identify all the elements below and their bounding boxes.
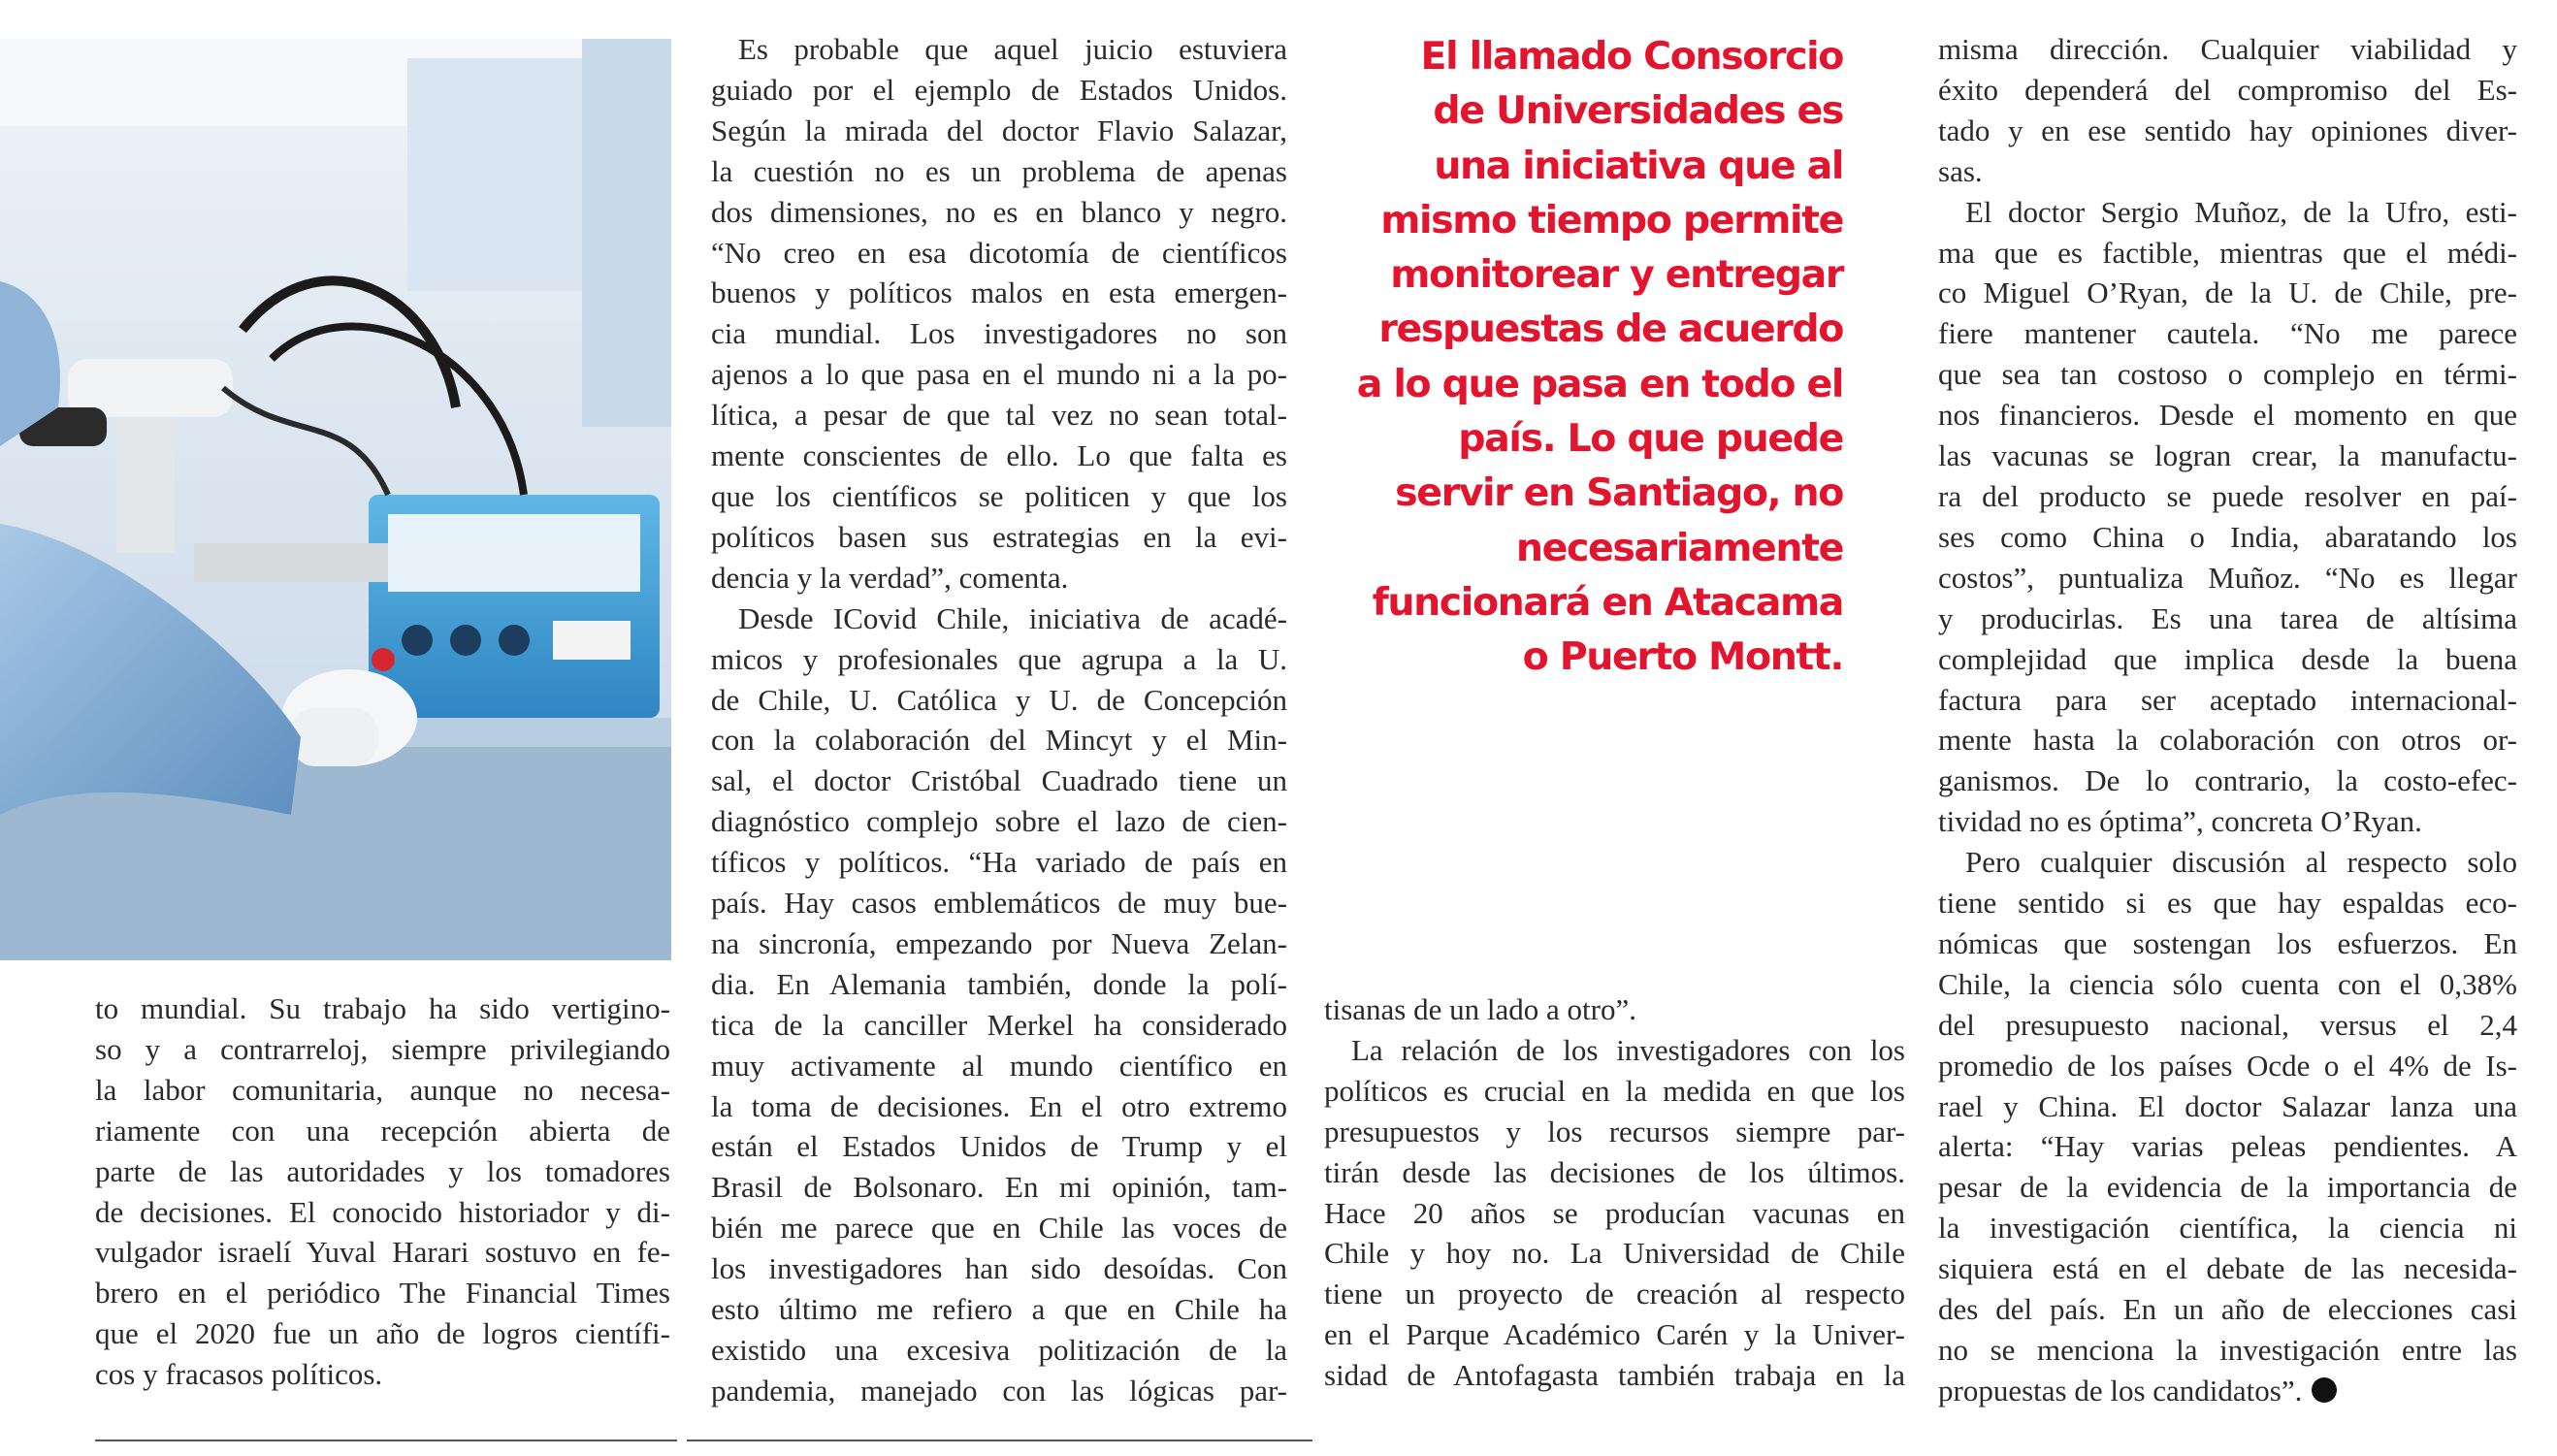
pull-quote-line: funcionará en Atacama [1372, 579, 1843, 625]
text-line: que el 2020 fue un año de logros científi- [95, 1316, 670, 1351]
text-line: vulgador israelí Yuval Harari sostuvo en fe- [95, 1235, 670, 1270]
text-line: to mundial. Su trabajo ha sido vertigino- [95, 991, 670, 1025]
text-line: la investigación científica, la ciencia ni [1938, 1211, 2517, 1246]
text-line: no se menciona la investigación entre las [1938, 1333, 2517, 1367]
text-line: buenos y políticos malos en esta emergen- [711, 275, 1287, 310]
lab-photo [0, 39, 671, 960]
text-line: ganismos. De lo contrario, la costo-efec- [1938, 763, 2517, 798]
text-line: tíficos y políticos. “Ha variado de país en [711, 845, 1287, 880]
bottom-rule-left [95, 1440, 677, 1441]
pull-quote-line: a lo que pasa en todo el [1356, 361, 1843, 406]
text-line: muy activamente al mundo científico en [711, 1048, 1287, 1083]
text-line: sas. [1938, 153, 1983, 188]
text-line: Es probable que aquel juicio estuviera [738, 32, 1287, 66]
text-line: complejidad que implica desde la buena [1938, 641, 2517, 676]
text-line: que los científicos se politicen y que los [711, 478, 1287, 513]
text-line: micos y profesionales que agrupa a la U. [711, 641, 1287, 676]
article-column-4 [1938, 29, 2517, 1411]
text-line: que sea tan costoso o complejo en térmi- [1938, 357, 2517, 392]
text-line: están el Estados Unidos de Trump y el [711, 1129, 1287, 1164]
text-line: tisanas de un lado a otro”. [1324, 992, 1636, 1026]
text-line: La relación de los investigadores con los [1351, 1032, 1905, 1067]
text-line: brero en el periódico The Financial Times [95, 1276, 670, 1310]
text-line: del presupuesto nacional, versus el 2,4 [1938, 1007, 2517, 1042]
text-line: ses como China o India, abaratando los [1938, 519, 2517, 554]
text-line: tado y en ese sentido hay opiniones diver- [1938, 113, 2517, 147]
text-line: pandemia, manejado con las lógicas par- [711, 1373, 1287, 1407]
text-line: presupuestos y los recursos siempre par- [1324, 1114, 1905, 1149]
article-column-3 [1324, 989, 1905, 1396]
text-line: mente hasta la colaboración con otros or- [1938, 723, 2517, 758]
text-line: ajenos a lo que pasa en el mundo ni a la po- [711, 357, 1287, 392]
text-line: los investigadores han sido desoídas. Con [711, 1251, 1287, 1286]
text-line: factura para ser aceptado internacional- [1938, 682, 2517, 717]
text-line: promedio de los países Ocde o el 4% de Is- [1938, 1048, 2517, 1083]
text-line-final [1938, 1371, 2517, 1411]
text-line: de Chile, U. Católica y U. de Concepción [711, 682, 1287, 717]
pull-quote-line: una iniciativa que al [1434, 143, 1843, 188]
text-line: cia mundial. Los investigadores no son [711, 316, 1287, 351]
text-line: en el Parque Académico Carén y la Univer- [1324, 1317, 1905, 1352]
text-line: dos dimensiones, no es en blanco y negro. [711, 194, 1287, 229]
text-line: sal, el doctor Cristóbal Cuadrado tiene un [711, 763, 1287, 798]
text-line: de decisiones. El conocido historiador y di- [95, 1194, 670, 1229]
end-of-article-icon [2312, 1377, 2337, 1403]
text-line: lítica, a pesar de que tal vez no sean total- [711, 398, 1287, 433]
text-line: Pero cualquier discusión al respecto solo [1965, 845, 2517, 880]
text-line: ma que es factible, mientras que el médi- [1938, 235, 2517, 270]
text-line: pesar de la evidencia de la importancia de [1938, 1170, 2517, 1205]
text-line: existido una excesiva politización de la [711, 1333, 1287, 1367]
text-line: tirán desde las decisiones de los últimos. [1324, 1154, 1905, 1189]
text-line: “No creo en esa dicotomía de científicos [711, 235, 1287, 270]
text-line: sidad de Antofagasta también trabaja en la [1324, 1358, 1905, 1393]
text-line: parte de las autoridades y los tomadores [95, 1153, 670, 1188]
text-line: guiado por el ejemplo de Estados Unidos. [711, 72, 1287, 107]
text-line: riamente con una recepción abierta de [95, 1113, 670, 1148]
text-line: alerta: “Hay varias peleas pendientes. A [1938, 1129, 2517, 1164]
text-line: éxito dependerá del compromiso del Es- [1938, 72, 2517, 107]
pull-quote-line: país. Lo que puede [1458, 416, 1843, 462]
pull-quote-line: necesariamente [1515, 525, 1843, 570]
text-line: las vacunas se logran crear, la manufactu- [1938, 438, 2517, 473]
text-line: país. Hay casos emblemáticos de muy bue- [711, 886, 1287, 921]
text-line: Según la mirada del doctor Flavio Salazar, [711, 113, 1287, 147]
text-line: la labor comunitaria, aunque no necesa- [95, 1072, 670, 1107]
text-line: y producirlas. Es una tarea de altísima [1938, 600, 2517, 635]
text-line: dencia y la verdad”, comenta. [711, 560, 1069, 595]
text-line: la cuestión no es un problema de apenas [711, 153, 1287, 188]
text-line: tividad no es óptima”, concreta O’Ryan. [1938, 804, 2422, 839]
text-line: esto último me refiero a que en Chile ha [711, 1292, 1287, 1327]
pull-quote-line: mismo tiempo permite [1380, 197, 1843, 243]
text-line: nos financieros. Desde el momento en que [1938, 398, 2517, 433]
bottom-rule-middle [687, 1440, 1312, 1441]
text-line: políticos es crucial en la medida en que los [1324, 1073, 1905, 1108]
text-line: Desde ICovid Chile, iniciativa de acadé- [738, 600, 1287, 635]
text-line: co Miguel O’Ryan, de la U. de Chile, pre- [1938, 275, 2517, 310]
text-line: siquiera está en el debate de las necesida- [1938, 1251, 2517, 1286]
text-line: fiere mantener cautela. “No me parece [1938, 316, 2517, 351]
article-column-1 [95, 988, 670, 1395]
text-line: Brasil de Bolsonaro. En mi opinión, tam- [711, 1170, 1287, 1205]
text-line: mente conscientes de ello. Lo que falta es [711, 438, 1287, 473]
pull-quote-line: respuestas de acuerdo [1378, 307, 1843, 352]
text-line: des del país. En un año de elecciones casi [1938, 1292, 2517, 1327]
final-text: propuestas de los candidatos”. [1938, 1373, 2303, 1407]
text-line: tiene un proyecto de creación al respecto [1324, 1277, 1905, 1311]
pull-quote-line: El llamado Consorcio [1420, 34, 1843, 79]
text-line: la toma de decisiones. En el otro extremo [711, 1088, 1287, 1123]
text-line: nómicas que sostengan los esfuerzos. En [1938, 925, 2517, 960]
text-line: políticos basen sus estrategias en la evi- [711, 519, 1287, 554]
article-column-2 [711, 29, 1287, 1411]
text-line: con la colaboración del Mincyt y el Min- [711, 723, 1287, 758]
text-line: tiene sentido si es que hay espaldas eco- [1938, 886, 2517, 921]
text-line: so y a contrarreloj, siempre privilegiando [95, 1031, 670, 1066]
text-line: misma dirección. Cualquier viabilidad y [1938, 32, 2517, 66]
lab-photo-illustration [0, 39, 671, 960]
text-line: El doctor Sergio Muñoz, de la Ufro, esti- [1965, 194, 2517, 229]
pull-quote-line: o Puerto Montt. [1522, 634, 1843, 680]
pull-quote [1353, 29, 1843, 685]
pull-quote-line: de Universidades es [1433, 88, 1843, 134]
text-line: rael y China. El doctor Salazar lanza una [1938, 1088, 2517, 1123]
text-line: ra del producto se puede resolver en paí- [1938, 478, 2517, 513]
pull-quote-line: monitorear y entregar [1390, 252, 1843, 298]
text-line: Chile, la ciencia sólo cuenta con el 0,38% [1938, 966, 2517, 1001]
text-line: bién me parece que en Chile las voces de [711, 1211, 1287, 1246]
text-line: costos”, puntualiza Muñoz. “No es llegar [1938, 560, 2517, 595]
text-line: Chile y hoy no. La Universidad de Chile [1324, 1236, 1905, 1271]
text-line: diagnóstico complejo sobre el lazo de cien- [711, 804, 1287, 839]
text-line: dia. En Alemania también, donde la polí- [711, 966, 1287, 1001]
text-line: na sincronía, empezando por Nueva Zelan- [711, 925, 1287, 960]
pull-quote-line: servir en Santiago, no [1395, 470, 1843, 516]
text-line: Hace 20 años se producían vacunas en [1324, 1195, 1905, 1230]
text-line: cos y fracasos políticos. [95, 1357, 383, 1392]
text-line: tica de la canciller Merkel ha considerado [711, 1007, 1287, 1042]
